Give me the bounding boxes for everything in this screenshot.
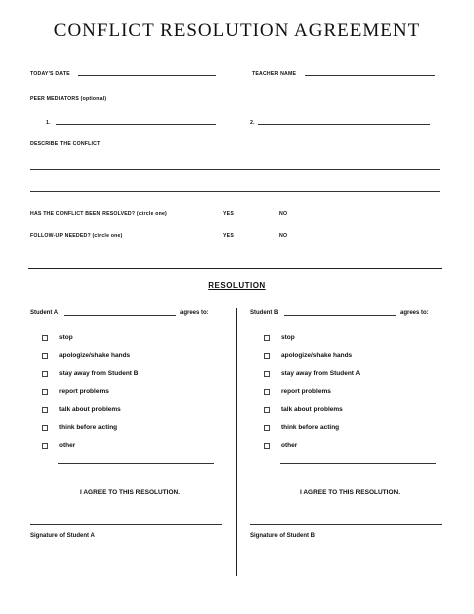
- checkbox[interactable]: [42, 425, 48, 431]
- todays-date-label: TODAY'S DATE: [30, 71, 70, 77]
- student-a-option[interactable]: report problems: [42, 388, 109, 395]
- checkbox[interactable]: [264, 425, 270, 431]
- student-a-agree-text: I AGREE TO THIS RESOLUTION.: [79, 489, 181, 496]
- student-b-agree-text: I AGREE TO THIS RESOLUTION.: [299, 489, 401, 496]
- teacher-name-label: TEACHER NAME: [252, 71, 297, 77]
- todays-date-field[interactable]: [78, 75, 216, 76]
- student-a-option[interactable]: talk about problems: [42, 406, 121, 413]
- student-a-name-field[interactable]: [64, 315, 176, 316]
- student-b-label: Student B: [250, 310, 279, 316]
- student-a-label: Student A: [30, 310, 59, 316]
- checkbox[interactable]: [42, 353, 48, 359]
- resolved-no[interactable]: NO: [279, 211, 288, 217]
- describe-conflict-label: DESCRIBE THE CONFLICT: [30, 141, 101, 147]
- resolved-question: HAS THE CONFLICT BEEN RESOLVED? (circle one): [30, 211, 167, 217]
- resolution-heading: RESOLUTION: [208, 281, 266, 290]
- student-b-other-field[interactable]: [280, 463, 436, 464]
- checkbox[interactable]: [264, 443, 270, 449]
- mediator-1-label: 1.: [46, 120, 51, 126]
- student-b-signature-field[interactable]: [250, 524, 442, 525]
- student-a-option[interactable]: stop: [42, 334, 73, 341]
- student-b-option[interactable]: talk about problems: [264, 406, 343, 413]
- checkbox[interactable]: [42, 335, 48, 341]
- mediator-2-label: 2.: [250, 120, 255, 126]
- describe-line-2[interactable]: [30, 191, 440, 192]
- student-b-signature-label: Signature of Student B: [250, 533, 315, 539]
- student-a-option[interactable]: stay away from Student B: [42, 370, 138, 377]
- page-title: CONFLICT RESOLUTION AGREEMENT: [53, 20, 421, 41]
- followup-yes[interactable]: YES: [223, 233, 234, 239]
- peer-mediators-label: PEER MEDIATORS (optional): [30, 96, 107, 102]
- student-a-agrees-label: agrees to:: [180, 310, 209, 316]
- section-divider: [28, 268, 442, 269]
- student-b-option[interactable]: report problems: [264, 388, 331, 395]
- student-b-option[interactable]: stay away from Student A: [264, 370, 360, 377]
- checkbox[interactable]: [264, 389, 270, 395]
- describe-line-1[interactable]: [30, 169, 440, 170]
- student-b-option[interactable]: other: [264, 442, 297, 449]
- checkbox[interactable]: [264, 371, 270, 377]
- checkbox[interactable]: [42, 371, 48, 377]
- checkbox[interactable]: [264, 407, 270, 413]
- student-b-option[interactable]: apologize/shake hands: [264, 352, 352, 359]
- checkbox[interactable]: [42, 389, 48, 395]
- followup-no[interactable]: NO: [279, 233, 288, 239]
- student-a-signature-label: Signature of Student A: [30, 533, 95, 539]
- student-b-option[interactable]: stop: [264, 334, 295, 341]
- student-a-option[interactable]: apologize/shake hands: [42, 352, 130, 359]
- checkbox[interactable]: [264, 335, 270, 341]
- checkbox[interactable]: [264, 353, 270, 359]
- student-a-option[interactable]: think before acting: [42, 424, 117, 431]
- checkbox[interactable]: [42, 407, 48, 413]
- resolved-yes[interactable]: YES: [223, 211, 234, 217]
- checkbox[interactable]: [42, 443, 48, 449]
- mediator-1-field[interactable]: [56, 124, 216, 125]
- mediator-2-field[interactable]: [258, 124, 430, 125]
- followup-question: FOLLOW-UP NEEDED? (circle one): [30, 233, 123, 239]
- column-divider: [236, 308, 237, 576]
- student-a-signature-field[interactable]: [30, 524, 222, 525]
- student-b-option[interactable]: think before acting: [264, 424, 339, 431]
- student-a-other-field[interactable]: [58, 463, 214, 464]
- student-b-agrees-label: agrees to:: [400, 310, 429, 316]
- student-b-name-field[interactable]: [284, 315, 396, 316]
- teacher-name-field[interactable]: [305, 75, 435, 76]
- student-a-option[interactable]: other: [42, 442, 75, 449]
